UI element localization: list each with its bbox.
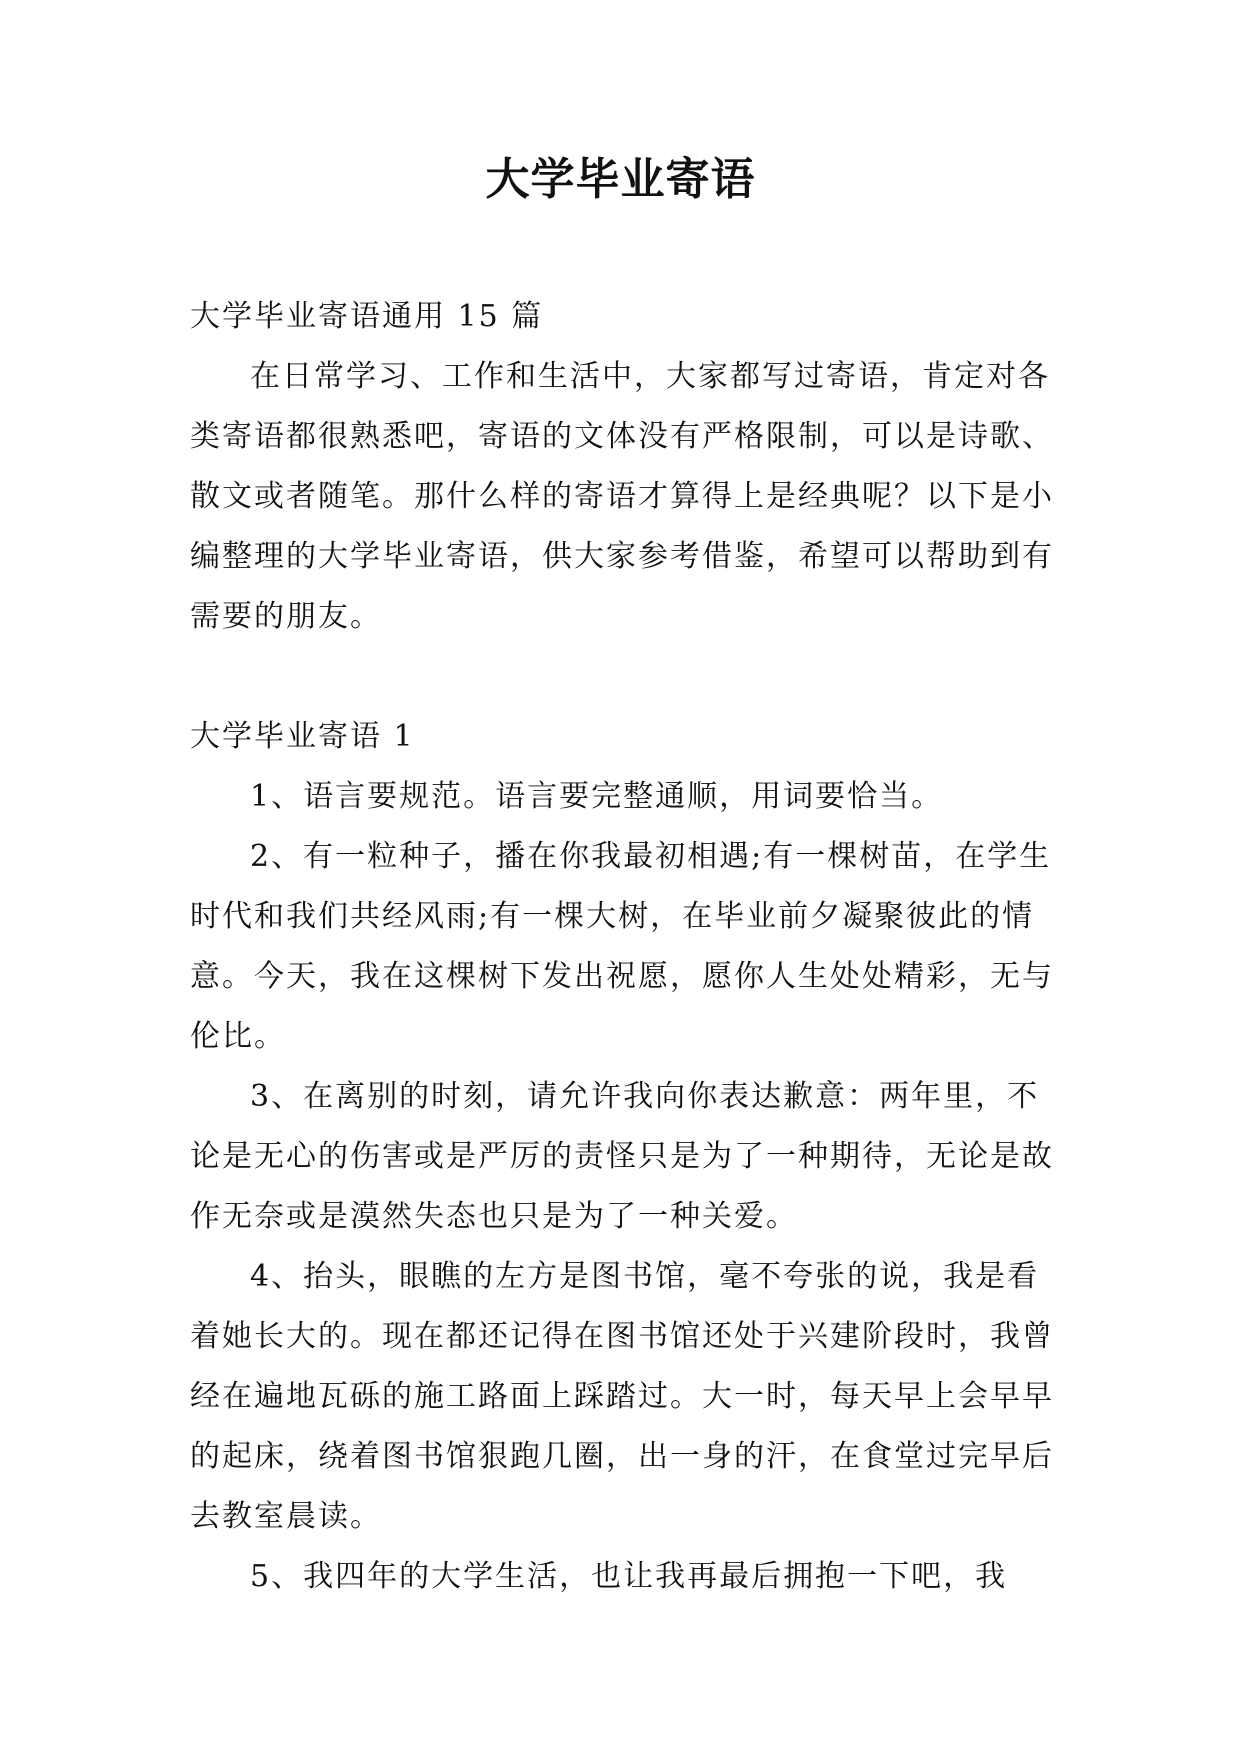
document-body (190, 287, 1058, 1607)
list-item: 2、有一粒种子，播在你我最初相遇;有一棵树苗，在学生时代和我们共经风雨;有一棵大树，在毕业前夕凝聚彼此的情意。今天，我在这棵树下发出祝愿，愿你人生处处精彩，无与伦比。 (190, 839, 1054, 1054)
list-item: 5、我四年的大学生活，也让我再最后拥抱一下吧，我 (250, 1559, 1008, 1594)
list-item: 1、语言要规范。语言要完整通顺，用词要恰当。 (250, 779, 944, 814)
section-heading: 大学毕业寄语 1 (190, 719, 415, 754)
list-item: 3、在离别的时刻，请允许我向你表达歉意：两年里，不论是无心的伤害或是严厉的责怪只是为了一种期待，无论是故作无奈或是漠然失态也只是为了一种关爱。 (190, 1079, 1054, 1234)
page-title: 大学毕业寄语 (485, 154, 756, 205)
paragraph-spacer (190, 647, 1058, 707)
intro-paragraph: 在日常学习、工作和生活中，大家都写过寄语，肯定对各类寄语都很熟悉吧，寄语的文体没有严格限制，可以是诗歌、散文或者随笔。那什么样的寄语才算得上是经典呢？以下是小编整理的大学毕业寄语，供大家参考借鉴，希望可以帮助到有需要的朋友。 (190, 359, 1054, 634)
document-subtitle: 大学毕业寄语通用 15 篇 (190, 299, 544, 334)
list-item: 4、抬头，眼瞧的左方是图书馆，毫不夸张的说，我是看着她长大的。现在都还记得在图书馆还处于兴建阶段时，我曾经在遍地瓦砾的施工路面上踩踏过。大一时，每天早上会早早的起床，绕着图书馆狠跑几圈，出一身的汗，在食堂过完早后去教室晨读。 (190, 1259, 1054, 1534)
